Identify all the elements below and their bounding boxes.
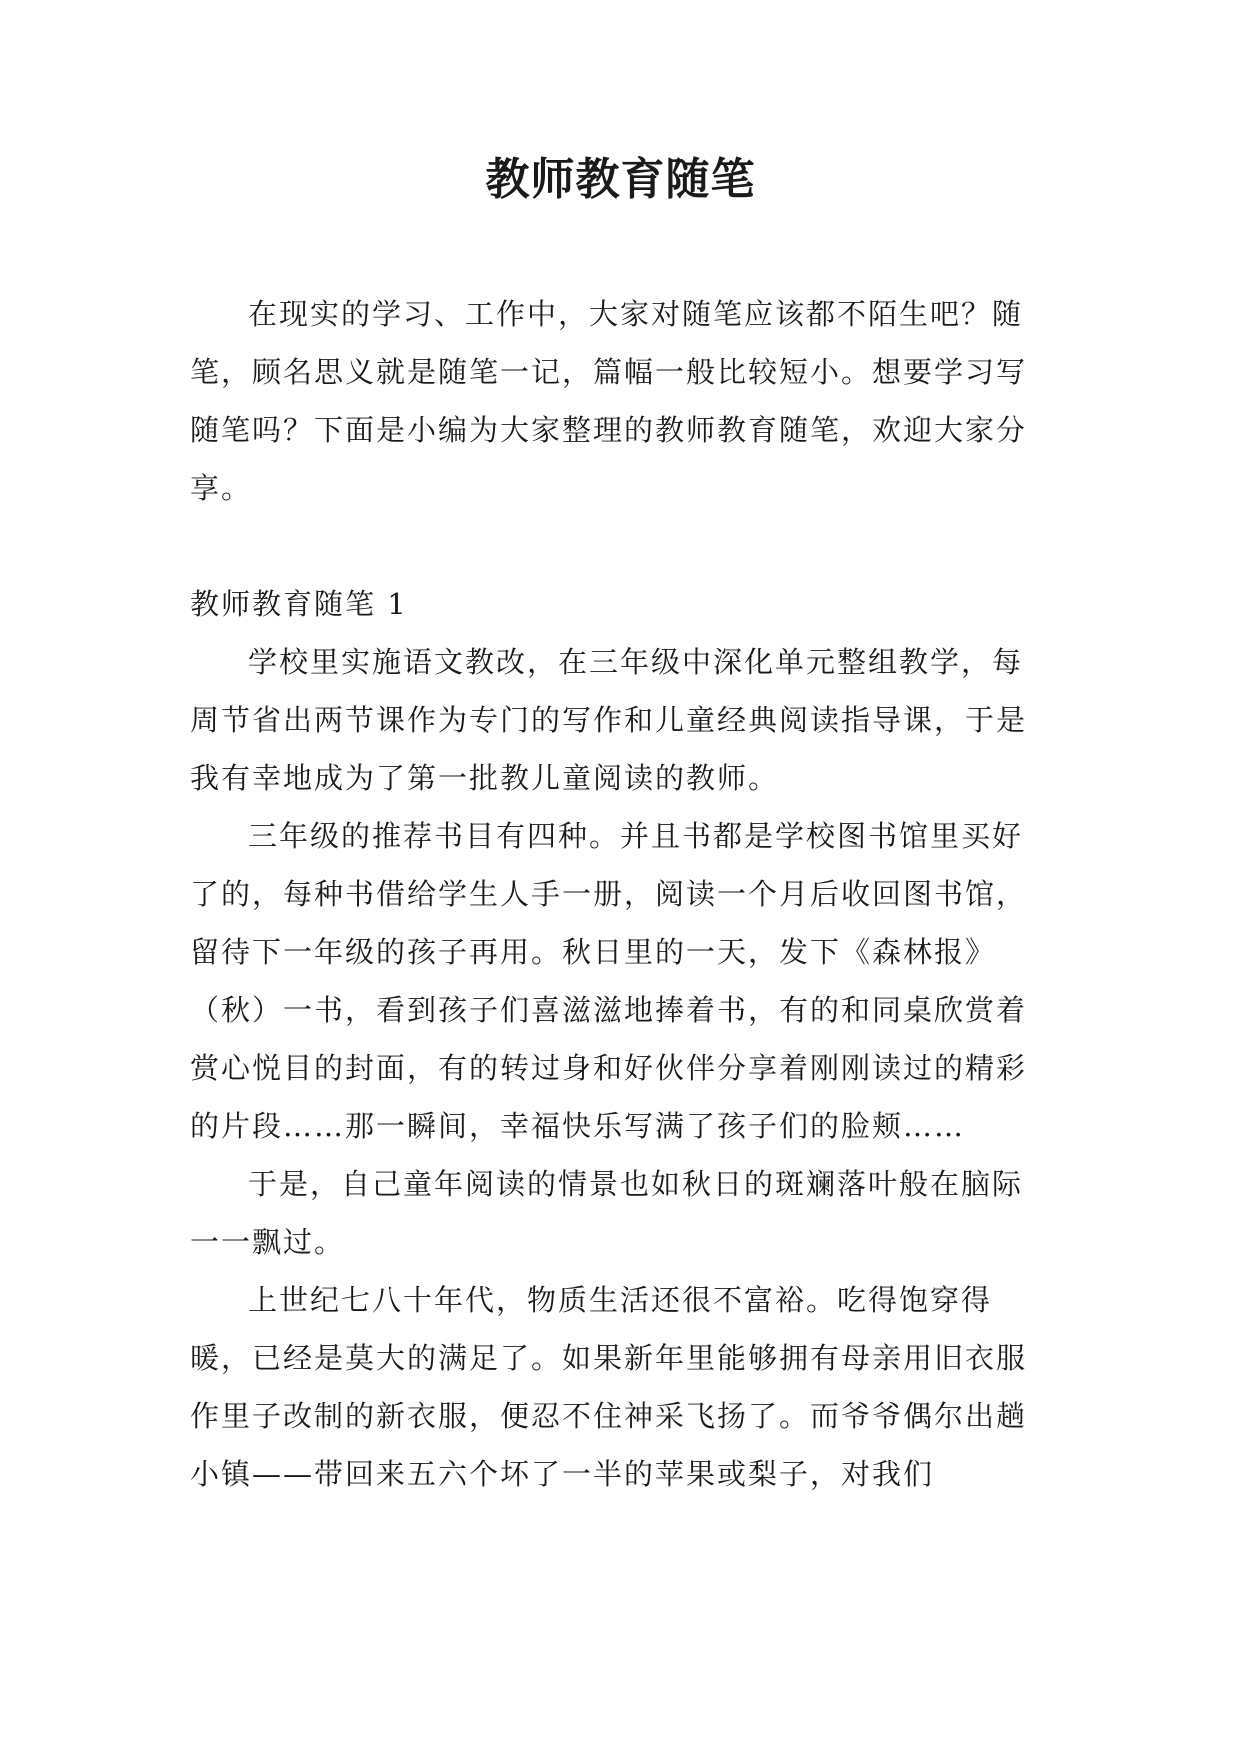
body-paragraph: 三年级的推荐书目有四种。并且书都是学校图书馆里买好了的，每种书借给学生人手一册，阅读一个月后收回图书馆，留待下一年级的孩子再用。秋日里的一天，发下《森林报》（秋）一书，看到孩子们喜滋滋地捧着书，有的和同桌欣赏着赏心悦目的封面，有的转过身和好伙伴分享着刚刚读过的精彩的片段……那一瞬间，幸福快乐写满了孩子们的脸颊…… [190,819,1028,1143]
section-heading: 教师教育随笔 1 [190,587,408,621]
body-paragraph: 于是，自己童年阅读的情景也如秋日的斑斓落叶般在脑际一一飘过。 [190,1167,1024,1259]
document-body [190,285,1051,1503]
body-paragraph: 上世纪七八十年代，物质生活还很不富裕。吃得饱穿得暖，已经是莫大的满足了。如果新年里能够拥有母亲用旧衣服作里子改制的新衣服，便忍不住神采飞扬了。而爷爷偶尔出趟小镇——带回来五六个坏了一半的苹果或梨子，对我们 [190,1283,1028,1491]
body-paragraph: 学校里实施语文教改，在三年级中深化单元整组教学，每周节省出两节课作为专门的写作和儿童经典阅读指导课，于是我有幸地成为了第一批教儿童阅读的教师。 [190,645,1028,795]
document-title: 教师教育随笔 [485,154,756,205]
intro-paragraph: 在现实的学习、工作中，大家对随笔应该都不陌生吧？随笔，顾名思义就是随笔一记，篇幅一般比较短小。想要学习写随笔吗？下面是小编为大家整理的教师教育随笔，欢迎大家分享。 [190,297,1028,505]
